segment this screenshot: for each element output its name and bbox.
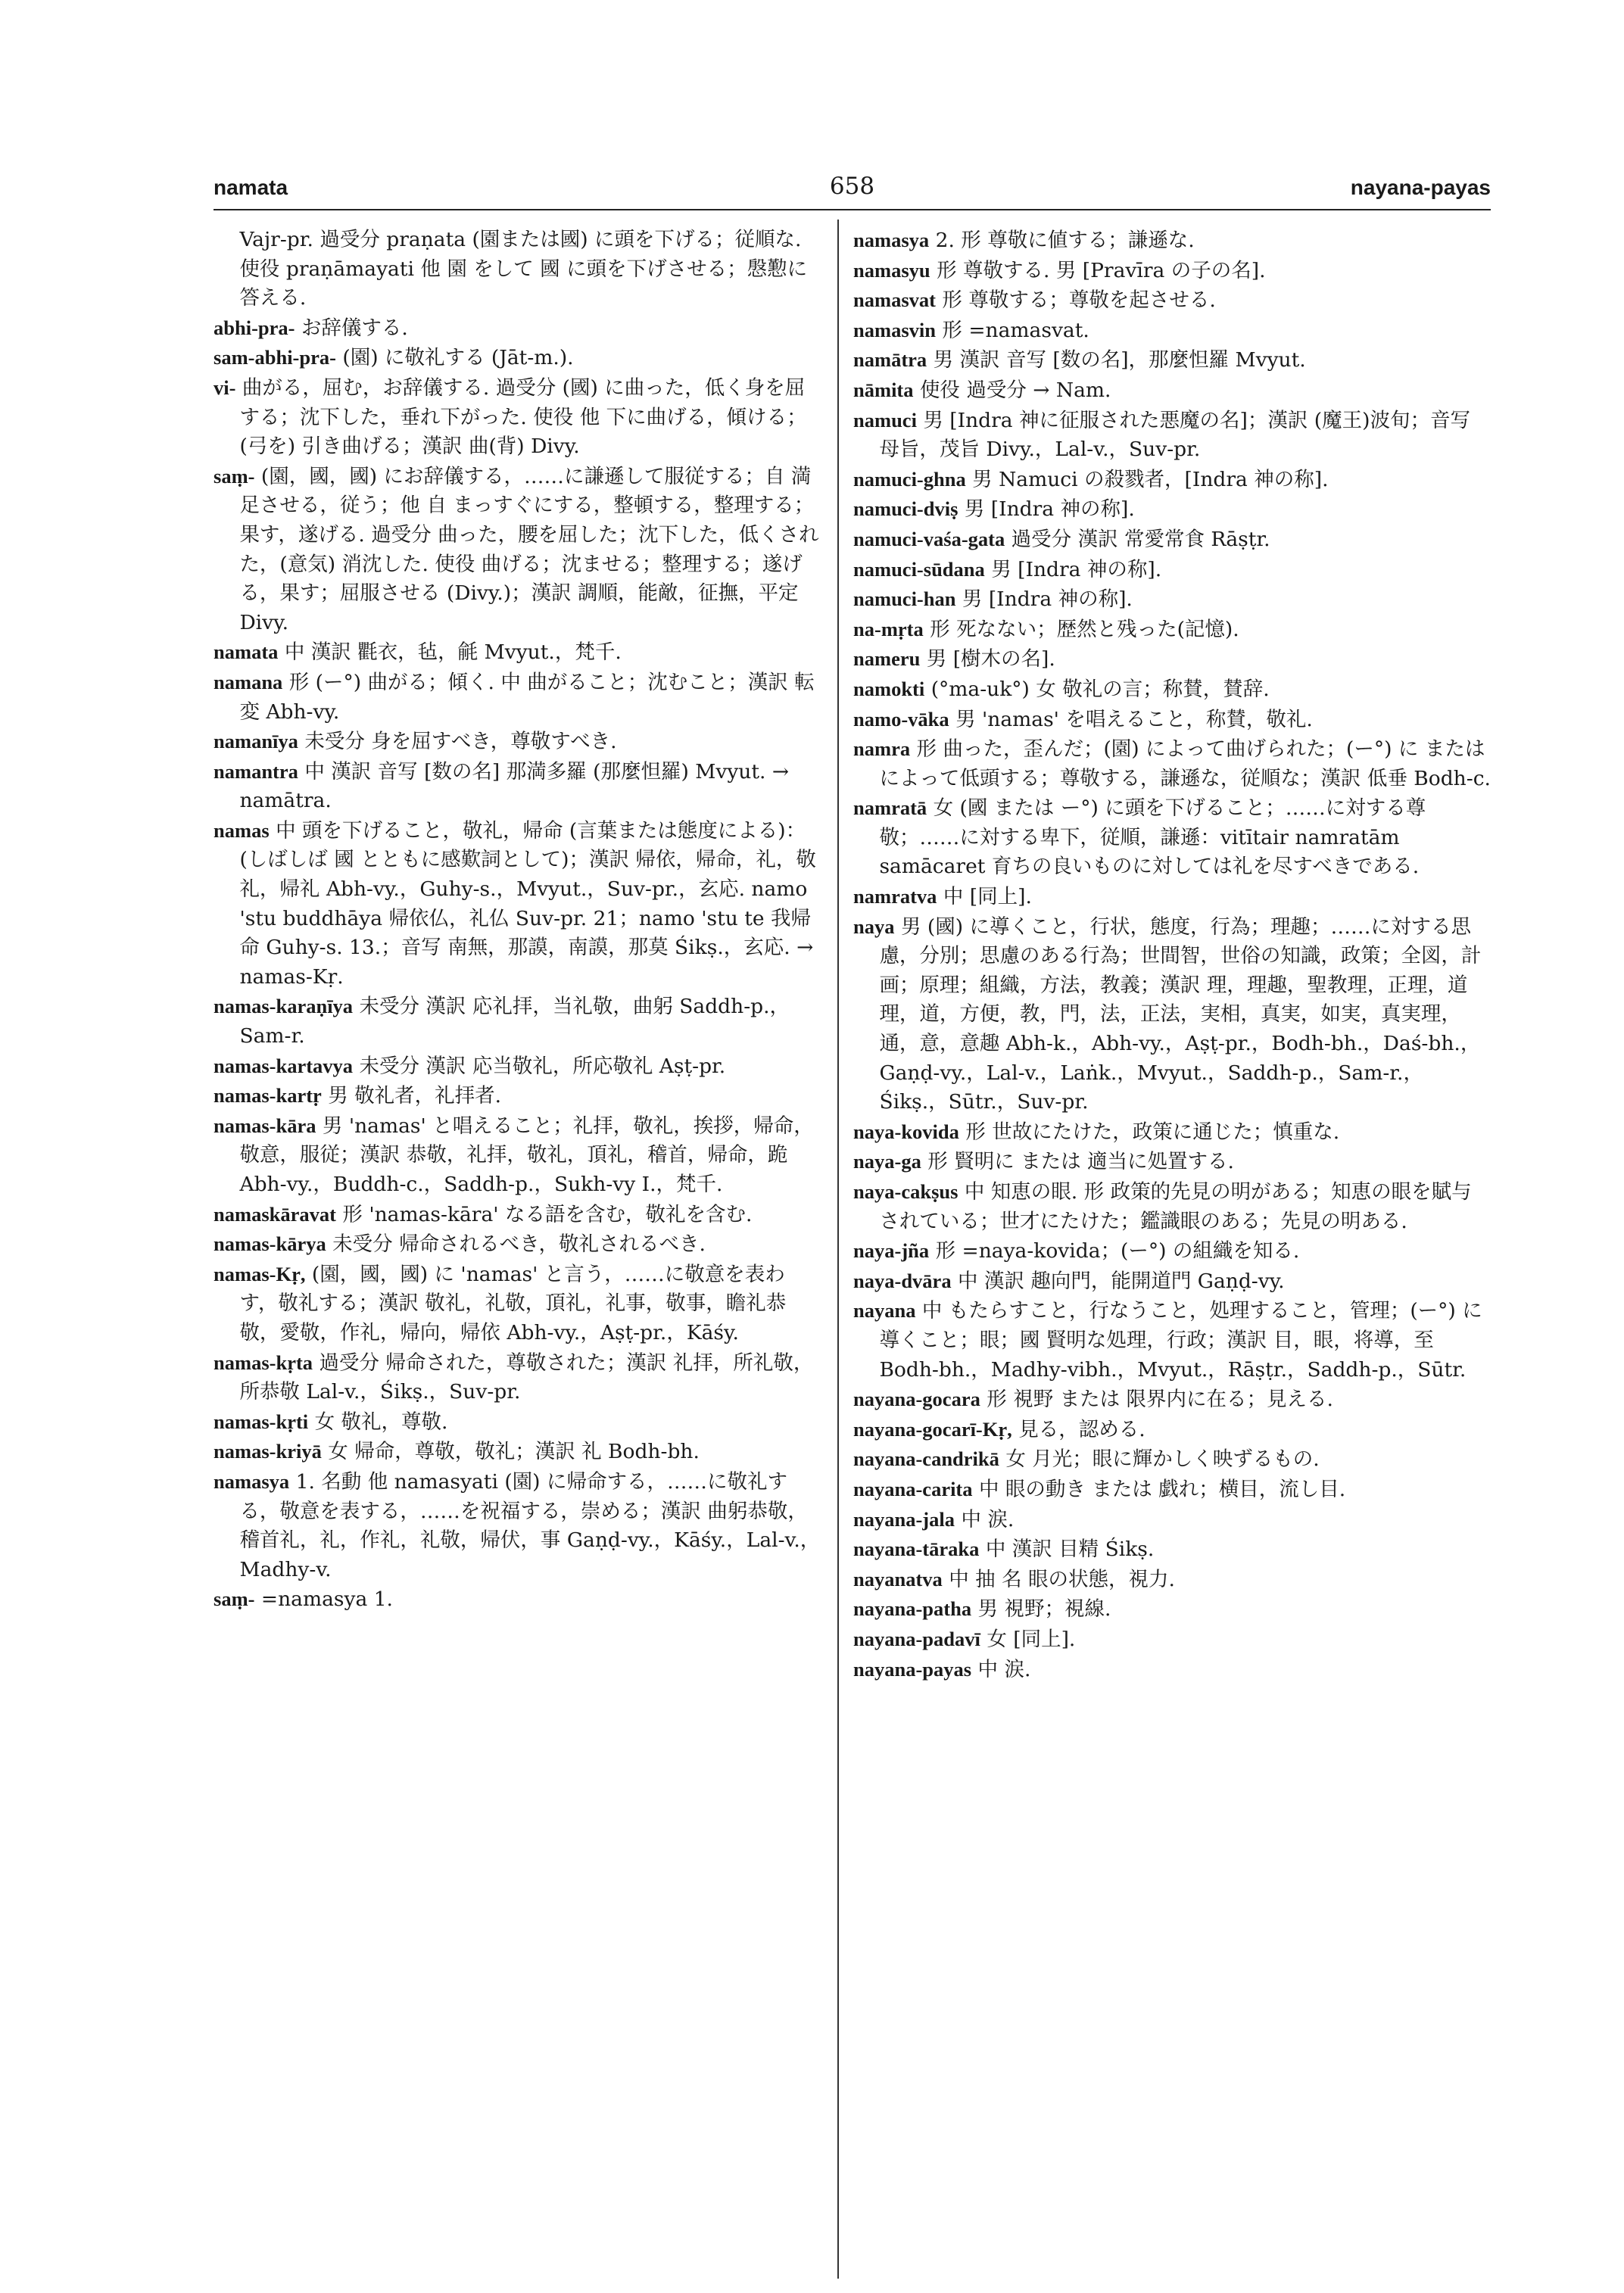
dictionary-entry [853, 644, 1491, 675]
dictionary-entry [214, 668, 823, 727]
entry-definition: 中 涙. [977, 1657, 1031, 1681]
entry-definition: 1. 名動 他 namasyati (園) に帰命する，……に敬礼する，敬意を表する，……を祝福する，崇める；漢訳 曲躬恭敬，稽首礼，礼，作礼，礼敬，帰伏，事 Gaṇḍ-vy.，Kāśy.，Lal-v.，Madhy-v. [239, 1469, 821, 1581]
entry-headword: vi- [214, 375, 236, 399]
entry-headword: namas-kartṛ [214, 1084, 322, 1108]
dictionary-entry [853, 465, 1491, 495]
dictionary-entry [214, 1584, 823, 1615]
entry-definition: 形 視野 または 限界内に在る；見える. [987, 1388, 1333, 1412]
entry-headword: namana [214, 670, 283, 693]
dictionary-entry [214, 816, 823, 992]
entry-definition: 形 =naya-kovida；(ー°) の組織を知る. [935, 1239, 1300, 1263]
dictionary-entry [214, 637, 823, 668]
entry-definition: 形 世故にたけた，政策に通じた；慎重な. [965, 1120, 1340, 1144]
entry-headword: nayana-candrikā [853, 1447, 999, 1471]
entry-headword: nayana-carita [853, 1477, 973, 1500]
column-divider [837, 220, 839, 2279]
entry-definition: (園，國，國) にお辞儀する，……に謙遜して服従する；自 満足させる，従う；他 自 まっすぐにする，整頓する，整理する；果す，遂げる. 過受分 曲った，腰を屈した；沈下した，低くされた，(意気) 消沈した. 使役 曲げる；沈ませる；整理する；遂げる，果す；屈服させる (Divy.)；漢訳 調順，能敵，征撫，平定 Divy. [239, 464, 819, 634]
entry-definition: 男 Namuci の殺戮者，[Indra 神の称]. [972, 467, 1329, 491]
entry-definition: 男 [Indra 神に征服された悪魔の名]；漢訳 (魔王)波旬；音写 母旨，茂旨 Divy.，Lal-v.，Suv-pr. [879, 408, 1470, 462]
entry-headword: namas-kāra [214, 1114, 316, 1137]
entry-definition: 男 'namas' を唱えること，称賛，敬礼. [955, 707, 1313, 731]
entry-definition: お辞儀する. [301, 316, 408, 340]
entry-headword: namasvin [853, 318, 936, 341]
entry-definition: (園，國，國) に 'namas' と言う，……に敬意を表わす，敬礼する；漢訳 敬礼，礼敬，頂礼，礼事，敬事，瞻礼恭敬，愛敬，作礼，帰向，帰依 Abh-vy.，Aṣṭ-pr.，Kāśy. [239, 1262, 787, 1344]
entry-definition: 形 'namas-kāra' なる語を含む，敬礼を含む. [342, 1202, 753, 1226]
dictionary-entry [853, 1534, 1491, 1565]
entry-definition: 見る，認める. [1018, 1417, 1146, 1441]
dictionary-entry [853, 734, 1491, 793]
entry-definition: Vajr-pr. 過受分 praṇata (園または國) に頭を下げる；従順な. 使役 praṇāmayati 他 園 をして 國 に頭を下げさせる；慇懃に答える. [239, 228, 808, 310]
dictionary-entry [214, 1229, 823, 1260]
entry-headword: namra [853, 737, 911, 761]
entry-definition: 男 [樹木の名]. [926, 647, 1055, 671]
entry-definition: 過受分 帰命された，尊敬された；漢訳 礼拝，所礼敬，所恭敬 Lal-v.，Śikṣ.，Suv-pr. [239, 1351, 814, 1404]
entry-definition: 形 死なない；歴然と残った(記憶). [930, 617, 1239, 641]
dictionary-entry [214, 1051, 823, 1082]
entry-definition: 中 [同上]. [943, 885, 1032, 909]
entry-definition: =namasya 1. [260, 1587, 393, 1612]
entry-definition: 未受分 漢訳 応当敬礼，所応敬礼 Aṣṭ-pr. [359, 1054, 726, 1078]
dictionary-entry [214, 462, 823, 638]
dictionary-entry [214, 1200, 823, 1230]
entry-definition: 中 漢訳 目精 Śikṣ. [985, 1537, 1155, 1562]
dictionary-entry [853, 406, 1491, 465]
dictionary-entry [214, 1081, 823, 1111]
entry-headword: namuci-ghna [853, 467, 966, 491]
entry-definition: 中 知恵の眼. 形 政策的先見の明がある；知恵の眼を賦与されている；世才にたけた；鑑識眼のある；先見の明ある. [879, 1180, 1472, 1233]
entry-definition: 曲がる，屈む，お辞儀する. 過受分 (國) に曲った，低く身を屈する；沈下した，垂れ下がった. 使役 他 下に曲げる，傾ける；(弓を) 引き曲げる；漢訳 曲(背) Divy. [239, 375, 807, 459]
dictionary-entry [853, 1385, 1491, 1415]
entry-headword: namas-karaṇīya [214, 995, 354, 1018]
entry-headword: naya-jña [853, 1239, 930, 1263]
entry-headword: abhi-pra- [214, 316, 295, 339]
dictionary-entry [853, 882, 1491, 912]
dictionary-entry [214, 1348, 823, 1407]
entry-headword: namuci-sūdana [853, 557, 985, 581]
entry-headword: namas [214, 818, 270, 842]
entry-definition: 中 漢訳 音写 [数の名] 那満多羅 (那麼怛羅) Mvyut. → namātra. [239, 759, 790, 813]
dictionary-entry [853, 1475, 1491, 1505]
entry-definition: 中 漢訳 氍衣，毡，毹 Mvyut.，梵千. [284, 640, 622, 665]
entry-definition: 女 敬礼，尊敬. [314, 1410, 448, 1434]
dictionary-entry [853, 375, 1491, 406]
dictionary-entry [214, 313, 823, 344]
dictionary-entry [214, 1260, 823, 1348]
entry-headword: naya-kovida [853, 1120, 959, 1143]
dictionary-entry [214, 727, 823, 757]
entry-headword: naya-cakṣus [853, 1180, 959, 1203]
entry-definition: 過受分 漢訳 常愛常食 Rāṣṭr. [1011, 527, 1270, 551]
entry-definition: 中 頭を下げること，敬礼，帰命 (言葉または態度による)：(しばしば 國 とともに感歎詞として)；漢訳 帰依，帰命，礼，敬礼，帰礼 Abh-vy.，Guhy-s.，Mvyut.，Suv-pr.，玄応. namo 'stu buddhāya 帰依仏，礼仏 Suv-pr. 21；namo 'stu te 我帰命 Guhy-s. 13.；音写 南無，那謨，南謨，那莫 Śikṣ.，玄応. → namas-Kṛ. [239, 818, 816, 989]
page-number: 658 [829, 173, 875, 200]
dictionary-entry [853, 912, 1491, 1117]
dictionary-entry [214, 1467, 823, 1584]
entry-definition: 男 漢訳 音写 [数の名]，那麼怛羅 Mvyut. [933, 348, 1306, 372]
entry-definition: 形 曲った，歪んだ；(園) によって曲げられた；(ー°) に または によって低頭する；尊敬する，謙遜な，従順な；漢訳 低垂 Bodh-c. [879, 737, 1491, 790]
entry-headword: nayana [853, 1299, 916, 1323]
entry-headword: namasya [853, 229, 930, 251]
dictionary-entry [853, 256, 1491, 286]
dictionary-entry [853, 1266, 1491, 1297]
dictionary-entry [853, 1505, 1491, 1535]
entry-definition: 形 賢明に または 適当に処置する. [927, 1150, 1234, 1174]
entry-headword: namo-vāka [853, 707, 949, 731]
entry-headword: namasvat [853, 288, 936, 312]
dictionary-entry [853, 1177, 1491, 1236]
entry-definition: 男 [Indra 神の称]. [962, 587, 1133, 612]
dictionary-entry [853, 1565, 1491, 1595]
entry-headword: saṃ- [214, 1587, 255, 1611]
entry-definition: 男 'namas' と唱えること；礼拝，敬礼，挨拶，帰命，敬意，服従；漢訳 恭敬，礼拝，敬礼，頂礼，稽首，帰命，跪 Abh-vy.，Buddh-c.，Saddh-p.，Sukh-vy I.，梵千. [239, 1114, 814, 1196]
entry-headword: namratva [853, 885, 937, 908]
entry-headword: nayana-padavī [853, 1627, 980, 1650]
dictionary-entry [853, 494, 1491, 525]
entry-headword: namasyu [853, 258, 930, 282]
entry-definition: 男 [Indra 神の称]. [964, 497, 1135, 522]
entry-definition: 男 (國) に導くこと，行状，態度，行為；理趣；……に対する思慮，分別；思慮のある行為；世間智，世俗の知識，政策；全図，計画；原理；組織，方法，教義；漢訳 理，理趣，聖教理，正理，道理，道，方便，教，門，法，正法，実相，真実，如実，真実理，通，意，意趣 Abh-k.，Abh-vy.，Aṣṭ-pr.，Bodh-bh.，Daś-bh.，Gaṇḍ-vy.，Lal-v.，Laṅk.，Mvyut.，Saddh-p.，Sam-r.，Śikṣ.，Sūtr.，Suv-pr. [879, 914, 1482, 1114]
entry-definition: 女 帰命，尊敬，敬礼；漢訳 礼 Bodh-bh. [328, 1440, 700, 1464]
dictionary-entry [214, 992, 823, 1051]
entry-headword: namasya [214, 1469, 290, 1493]
entry-headword: namas-kartavya [214, 1054, 354, 1077]
entry-definition: 形 =namasvat. [942, 318, 1089, 342]
entry-definition: 男 敬礼者，礼拝者. [328, 1084, 502, 1108]
entry-definition: 中 抽 名 眼の状態，視力. [949, 1567, 1175, 1591]
dictionary-entry [853, 1236, 1491, 1266]
left-column [214, 226, 823, 1615]
entry-headword: namratā [853, 796, 927, 820]
dictionary-entry [214, 343, 823, 373]
entry-headword: nayana-jala [853, 1507, 955, 1531]
entry-definition: 中 眼の動き または 戯れ；横目，流し目. [978, 1477, 1346, 1501]
entry-headword: namas-kārya [214, 1232, 326, 1256]
entry-headword: namas-kriyā [214, 1440, 322, 1463]
dictionary-entry [853, 705, 1491, 735]
entry-headword: namas-kṛta [214, 1351, 313, 1374]
entry-definition: 中 漢訳 趣向門，能開道門 Gaṇḍ-vy. [958, 1269, 1285, 1293]
entry-definition: 未受分 身を屈すべき，尊敬すべき. [304, 730, 617, 754]
entry-definition: 女 [同上]. [987, 1627, 1076, 1651]
entry-definition: 形 尊敬する；尊敬を起させる. [942, 288, 1216, 313]
dictionary-entry [214, 1111, 823, 1200]
dictionary-entry [853, 793, 1491, 882]
dictionary-entry [853, 1444, 1491, 1475]
entry-headword: nayana-patha [853, 1597, 972, 1621]
dictionary-entry [853, 525, 1491, 555]
dictionary-entry [853, 316, 1491, 346]
entry-headword: namātra [853, 348, 927, 372]
dictionary-entry [214, 373, 823, 462]
dictionary-entry [214, 226, 823, 313]
entry-headword: nayana-gocara [853, 1388, 980, 1411]
entry-definition: 女 月光；眼に輝かしく映ずるもの. [1005, 1447, 1320, 1472]
dictionary-entry [853, 1296, 1491, 1385]
entry-definition: 2. 形 尊敬に値する；謙遜な. [935, 229, 1195, 252]
entry-headword: namantra [214, 759, 298, 783]
entry-headword: namuci-vaśa-gata [853, 527, 1005, 550]
entry-headword: nayana-payas [853, 1657, 972, 1681]
dictionary-entry [853, 1147, 1491, 1177]
entry-headword: nayanatva [853, 1567, 943, 1590]
entry-definition: 中 涙. [961, 1507, 1015, 1531]
entry-headword: naya-dvāra [853, 1269, 952, 1292]
entry-headword: namata [214, 640, 279, 664]
dictionary-entry [853, 345, 1491, 375]
entry-definition: 形 (ー°) 曲がる；傾く. 中 曲がること；沈むこと；漢訳 転変 Abh-vy. [239, 670, 815, 724]
right-column [853, 226, 1491, 1684]
entry-definition: 男 [Indra 神の称]. [991, 557, 1162, 581]
entry-headword: namanīya [214, 730, 298, 753]
entry-headword: naya-ga [853, 1150, 921, 1173]
entry-definition: 未受分 漢訳 応礼拝，当礼敬，曲躬 Saddh-p.，Sam-r. [239, 995, 790, 1048]
entry-headword: namaskāravat [214, 1202, 336, 1226]
page-header [214, 173, 1491, 207]
dictionary-entry [853, 555, 1491, 585]
dictionary-entry [214, 757, 823, 816]
dictionary-entry [853, 285, 1491, 316]
entry-headword: nayana-tāraka [853, 1537, 980, 1561]
dictionary-entry [853, 675, 1491, 705]
entry-headword: namas-Kṛ, [214, 1262, 306, 1285]
entry-definition: (園) に敬礼する (Jāt-m.). [342, 346, 574, 370]
entry-headword: nayana-gocarī-Kṛ, [853, 1417, 1012, 1441]
entry-headword: saṃ- [214, 464, 255, 488]
entry-headword: namuci [853, 408, 917, 431]
dictionary-entry [853, 615, 1491, 645]
entry-definition: 未受分 帰命されるべき，敬礼されるべき. [332, 1232, 706, 1257]
running-head-right: nayana-payas [1350, 176, 1491, 199]
running-head-left: namata [214, 176, 288, 199]
dictionary-entry [853, 226, 1491, 256]
entry-definition: 男 視野；視線. [977, 1597, 1111, 1622]
entry-headword: namuci-han [853, 587, 956, 611]
dictionary-entry [853, 1655, 1491, 1685]
dictionary-entry [214, 1437, 823, 1467]
entry-headword: sam-abhi-pra- [214, 346, 336, 369]
entry-definition: (°ma-uk°) 女 敬礼の言；称賛，賛辞. [930, 677, 1270, 701]
dictionary-entry [853, 1117, 1491, 1148]
dictionary-entry [853, 1625, 1491, 1655]
entry-headword: namas-kṛti [214, 1410, 309, 1433]
entry-definition: 使役 過受分 → Nam. [919, 378, 1111, 402]
dictionary-entry [853, 1415, 1491, 1445]
entry-headword: na-mṛta [853, 617, 924, 640]
entry-definition: 中 もたらすこと，行なうこと，処理すること，管理；(ー°) に導くこと；眼；國 賢明な処理，行政；漢訳 目，眼，将導，至 Bodh-bh.，Madhy-vibh.，Mvyut.，Rāṣṭr.，Saddh-p.，Sūtr. [879, 1299, 1482, 1382]
entry-headword: namuci-dviṣ [853, 497, 959, 521]
entry-headword: nameru [853, 647, 921, 671]
entry-definition: 女 (國 または ー°) に頭を下げること；……に対する尊敬；……に対する卑下，従順，謙遜：vitītair namratām samācaret 育ちの良いものに対しては礼を尽すべきである. [879, 796, 1426, 879]
entry-headword: namokti [853, 677, 925, 700]
header-rule [214, 209, 1491, 210]
entry-definition: 形 尊敬する. 男 [Pravīra の子の名]. [937, 258, 1266, 282]
dictionary-entry [853, 584, 1491, 615]
entry-headword: naya [853, 914, 895, 938]
dictionary-entry [214, 1407, 823, 1438]
entry-headword: nāmita [853, 378, 914, 401]
dictionary-entry [853, 1594, 1491, 1625]
